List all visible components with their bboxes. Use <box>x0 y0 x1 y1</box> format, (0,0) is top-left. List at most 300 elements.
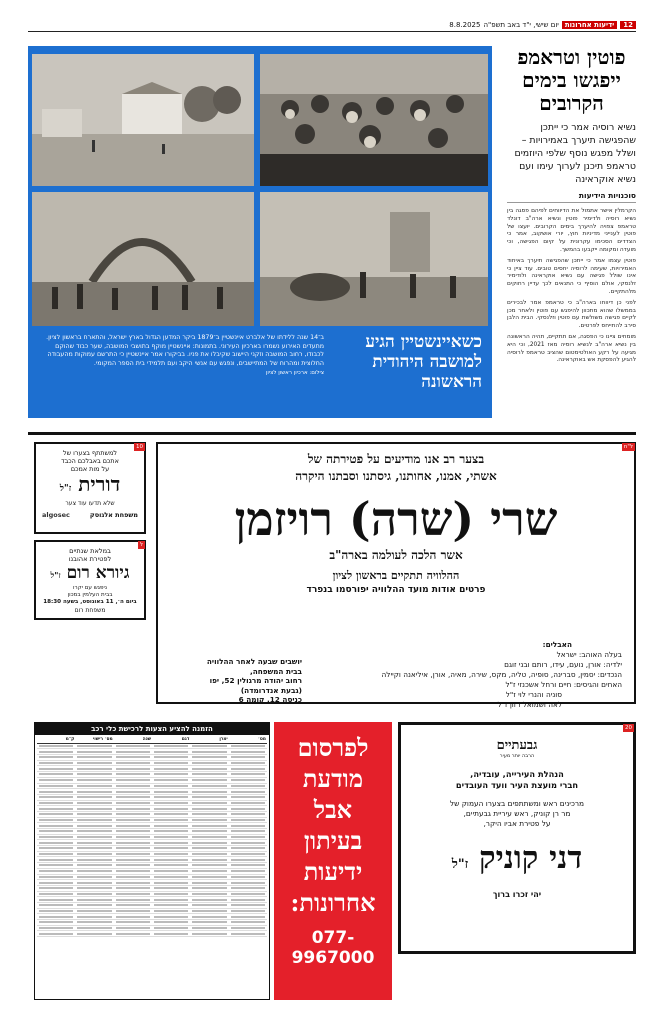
table-cell-placeholder <box>39 887 73 889</box>
table-cell-placeholder <box>77 779 111 781</box>
table-cell-placeholder <box>231 808 265 810</box>
table-cell-placeholder <box>116 762 150 764</box>
paragraph: פוטין עצמו אמר כי ייתכן שהפגישה תיערך באיחוד האמירויות, שעימה לרוסיה יחסים טובים. עוד ציין כי אינו שולל פגישה עם נשיא אוקראינה ולודימיר זלנסקי, אולם הוסיף כי התנאים לכך עדיין רחוקים מלהתקיים. <box>507 257 636 295</box>
table-cell-placeholder <box>231 825 265 827</box>
table-cell-placeholder <box>192 819 226 821</box>
table-cell-placeholder <box>154 864 188 866</box>
table-cell-placeholder <box>77 904 111 906</box>
table-cell-placeholder <box>192 927 226 929</box>
table-cell-placeholder <box>77 876 111 878</box>
table-cell-placeholder <box>77 773 111 775</box>
table-cell-placeholder <box>192 768 226 770</box>
table-cell-placeholder <box>39 830 73 832</box>
table-cell-placeholder <box>154 819 188 821</box>
table-cell-placeholder <box>192 859 226 861</box>
konik-line: יהי זכרו ברוך <box>492 890 542 899</box>
cart-photo-image <box>260 192 488 326</box>
table-cell-placeholder <box>154 910 188 912</box>
table-cell-placeholder <box>116 791 150 793</box>
mourners-title: האבלים: <box>542 640 572 649</box>
table-cell-placeholder <box>154 808 188 810</box>
dorit-zl: ז"ל <box>59 484 72 494</box>
giora-line: לפטירת אהובנו <box>68 555 112 563</box>
table-cell-placeholder <box>77 921 111 923</box>
algosec-logo: algosec <box>42 511 70 519</box>
photo-cart <box>260 192 488 326</box>
street-photo-image <box>32 54 254 186</box>
column-header: ק"מ <box>65 737 75 742</box>
table-cell-placeholder <box>192 825 226 827</box>
table-cell-placeholder <box>116 745 150 747</box>
table-cell-placeholder <box>77 887 111 889</box>
table-cell-placeholder <box>192 813 226 815</box>
table-cell-placeholder <box>192 762 226 764</box>
table-cell-placeholder <box>77 916 111 918</box>
table-cell-placeholder <box>192 904 226 906</box>
table-cell-placeholder <box>77 836 111 838</box>
table-cell-placeholder <box>231 864 265 866</box>
table-cell-placeholder <box>116 916 150 918</box>
table-cell-placeholder <box>39 921 73 923</box>
table-cell-placeholder <box>154 859 188 861</box>
paragraph: לפני כן דיווחו בארה"ב כי טראמפ אמר לבכירים בממשלו שהוא מתכוון להיפגש עם פוטין ולאחר מכן לקיים פגישה משולשת עם פוטין וזלנסקי. הבית הלבן סירב להתייחס לפרטים. <box>507 299 636 330</box>
table-cell-placeholder <box>39 853 73 855</box>
promo-text <box>274 732 392 918</box>
obit-name: שרי (שרה) רויזמן <box>234 492 558 546</box>
table-cell-placeholder <box>231 836 265 838</box>
giora-zl: ז"ל <box>50 570 61 580</box>
table-cell-placeholder <box>116 859 150 861</box>
konik-zl: ז"ל <box>451 857 469 872</box>
table-cell-placeholder <box>192 893 226 895</box>
table-cell-placeholder <box>116 836 150 838</box>
table-cell-placeholder <box>154 762 188 764</box>
promo-line: אחרונות: <box>290 888 376 917</box>
promo-line: אבל <box>313 795 353 824</box>
table-cell-placeholder <box>77 813 111 815</box>
mourner-children: ילדיה: אורן, נועם, עידו, רותם ובני זוגם <box>504 660 622 669</box>
promo-line: ידיעות <box>303 857 363 886</box>
table-cell-placeholder <box>231 921 265 923</box>
table-cell-placeholder <box>154 853 188 855</box>
table-cell-placeholder <box>231 853 265 855</box>
table-cell-placeholder <box>116 876 150 878</box>
table-cell-placeholder <box>39 836 73 838</box>
table-cell-placeholder <box>231 779 265 781</box>
ad-tag: 10 <box>136 444 143 450</box>
table-cell-placeholder <box>192 756 226 758</box>
givatayim-slogan: הרבה יותר מעיר <box>499 753 535 759</box>
table-cell-placeholder <box>39 904 73 906</box>
table-cell-placeholder <box>116 864 150 866</box>
table-cell-placeholder <box>231 887 265 889</box>
table-cell-placeholder <box>231 904 265 906</box>
giora-line: ניפגש עם יקרו <box>73 585 107 591</box>
table-cell-placeholder <box>39 910 73 912</box>
ad-tag: 20 <box>625 725 632 731</box>
table-cell-placeholder <box>39 745 73 747</box>
table-cell-placeholder <box>192 796 226 798</box>
shiva-line: (גבעת אנדרומדה) <box>240 685 302 695</box>
dorit-line: על מות אמכם <box>70 465 110 473</box>
mourner-grandchildren: הנכדים: יסמין, סברינה, סופיה, טליה, מקס, שירה, מאיה, אורן, איליאנה וקיילה <box>381 670 622 679</box>
table-cell-placeholder <box>116 921 150 923</box>
table-cell-placeholder <box>154 785 188 787</box>
photo-street <box>32 54 254 186</box>
paragraph: מומחים ציינו כי הפסגה, אם תתקיים, תהיה הראשונה בין נשיא ארה"ב לנשיא רוסיה מאז 2021, וכי היא מגיעה על רקע האולטימטום שהציב טראמפ לרוסיה להגיע להפסקת אש באוקראינה. <box>507 333 636 364</box>
table-cell-placeholder <box>154 751 188 753</box>
promo-line: מודעת <box>302 764 364 793</box>
table-cell-placeholder <box>192 921 226 923</box>
table-cell-placeholder <box>154 870 188 872</box>
hebrew-date: יום שישי, י"ד באב תשפ"ה <box>483 20 559 29</box>
table-cell-placeholder <box>116 910 150 912</box>
table-cell-placeholder <box>231 762 265 764</box>
giora-family: משפחת רום <box>74 607 106 614</box>
article-subtitle: נשיא רוסיה אמר כי ייתכן שהפגישה תיערך באמירויות – ושלל מפגש נוסף שלפי היוזמים טראמפ תיכנן לערוך עימו ועם נשיא אוקראינה <box>514 122 636 185</box>
table-cell-placeholder <box>77 847 111 849</box>
obit-details: פרטים אודות מועד ההלוויה יפורסמו בנפרד <box>306 585 486 595</box>
table-cell-placeholder <box>39 825 73 827</box>
table-cell-placeholder <box>231 819 265 821</box>
table-cell-placeholder <box>192 864 226 866</box>
table-cell-placeholder <box>231 910 265 912</box>
table-cell-placeholder <box>116 899 150 901</box>
table-cell-placeholder <box>154 927 188 929</box>
article-byline: סוכנויות הידיעות <box>507 191 636 203</box>
table-cell-placeholder <box>192 779 226 781</box>
page-number: 12 <box>620 21 636 29</box>
table-cell-placeholder <box>231 745 265 747</box>
tender-title: הזמנה להציע הצעות לרכישת כלי רכב <box>35 723 269 735</box>
table-cell-placeholder <box>116 796 150 798</box>
konik-line: הנהלת העירייה, עובדיה, <box>470 769 564 779</box>
table-cell-placeholder <box>116 887 150 889</box>
table-cell-placeholder <box>154 779 188 781</box>
obit-intro: בצער רב אנו מודיעים על פטירתה של <box>307 452 485 466</box>
table-cell-placeholder <box>39 756 73 758</box>
gregorian-date: 8.8.2025 <box>449 20 481 29</box>
memorial-giora-rom <box>34 540 146 620</box>
table-cell-placeholder <box>154 836 188 838</box>
table-cell-placeholder <box>77 870 111 872</box>
giora-line: במלאת שנתיים <box>69 547 111 555</box>
dorit-name-text: דורית <box>78 472 121 496</box>
table-cell-placeholder <box>231 830 265 832</box>
table-cell-placeholder <box>116 756 150 758</box>
table-cell-placeholder <box>116 847 150 849</box>
table-cell-placeholder <box>154 899 188 901</box>
table-cell-placeholder <box>116 893 150 895</box>
table-cell-placeholder <box>116 830 150 832</box>
photo-feature <box>28 46 492 418</box>
table-cell-placeholder <box>231 847 265 849</box>
table-cell-placeholder <box>39 893 73 895</box>
table-cell-placeholder <box>192 791 226 793</box>
promo-phone: 077-9967000 <box>291 928 375 968</box>
mourner-siblings-2: סוניה והנרי לוי ז"ל <box>505 690 562 699</box>
table-cell-placeholder <box>192 933 226 935</box>
table-cell-placeholder <box>116 842 150 844</box>
table-cell-placeholder <box>192 910 226 912</box>
table-cell-placeholder <box>77 882 111 884</box>
giora-name-text: גיורא רום <box>66 563 130 583</box>
table-cell-placeholder <box>77 751 111 753</box>
konik-name <box>401 837 633 886</box>
table-cell-placeholder <box>39 842 73 844</box>
table-cell-placeholder <box>77 927 111 929</box>
table-cell-placeholder <box>192 916 226 918</box>
shiva-info <box>172 657 302 705</box>
obit-relation: אשתי, אמנו, אחותנו, גיסתנו וסבתנו היקרה <box>295 469 497 483</box>
promo-line: לפרסום <box>297 733 369 762</box>
table-cell-placeholder <box>231 813 265 815</box>
photo-caption <box>34 334 324 378</box>
table-cell-placeholder <box>192 785 226 787</box>
table-cell-placeholder <box>116 751 150 753</box>
lead-article <box>507 46 636 368</box>
table-cell-placeholder <box>231 882 265 884</box>
crowd-photo-image <box>260 54 488 186</box>
dorit-footer <box>36 508 144 519</box>
table-cell-placeholder <box>231 916 265 918</box>
mourner-husband: בעלה האוהב: ישראל <box>556 650 622 659</box>
table-cell-placeholder <box>154 825 188 827</box>
table-cell-placeholder <box>154 802 188 804</box>
article-body <box>507 208 636 365</box>
table-cell-placeholder <box>39 808 73 810</box>
table-cell-placeholder <box>39 899 73 901</box>
table-cell-placeholder <box>154 791 188 793</box>
table-cell-placeholder <box>231 893 265 895</box>
table-cell-placeholder <box>192 773 226 775</box>
table-cell-placeholder <box>192 847 226 849</box>
photo-arch <box>32 192 254 326</box>
table-cell-placeholder <box>192 882 226 884</box>
table-cell-placeholder <box>39 751 73 753</box>
table-cell-placeholder <box>116 768 150 770</box>
table-cell-placeholder <box>231 927 265 929</box>
table-cell-placeholder <box>77 808 111 810</box>
table-cell-placeholder <box>231 785 265 787</box>
mourner-siblings-3: לאה ושמואל רזון ז"ל <box>497 700 562 709</box>
table-cell-placeholder <box>39 859 73 861</box>
table-cell-placeholder <box>39 916 73 918</box>
table-cell-placeholder <box>192 870 226 872</box>
giora-line: ביום ה׳, 11 באוגוסט, בשעה 18:30 <box>43 599 137 605</box>
table-cell-placeholder <box>154 796 188 798</box>
table-cell-placeholder <box>192 853 226 855</box>
konik-line: מר רן קוניק, ראש עיריית גבעתיים, <box>463 809 571 818</box>
table-cell-placeholder <box>154 847 188 849</box>
table-cell-placeholder <box>116 882 150 884</box>
table-cell-placeholder <box>39 773 73 775</box>
table-cell-placeholder <box>116 802 150 804</box>
table-cell-placeholder <box>77 768 111 770</box>
table-cell-placeholder <box>116 853 150 855</box>
table-cell-placeholder <box>192 887 226 889</box>
table-cell-placeholder <box>231 751 265 753</box>
promo-line: בעיתון <box>303 826 363 855</box>
table-cell-placeholder <box>192 836 226 838</box>
table-cell-placeholder <box>116 779 150 781</box>
table-cell-placeholder <box>77 910 111 912</box>
table-cell-placeholder <box>192 802 226 804</box>
obituary-dorit <box>34 442 146 534</box>
arch-photo-image <box>32 192 254 326</box>
table-cell-placeholder <box>154 756 188 758</box>
table-cell-placeholder <box>154 904 188 906</box>
dorit-name <box>36 473 144 500</box>
table-cell-placeholder <box>231 768 265 770</box>
table-row <box>37 931 267 937</box>
condolence-konik <box>398 722 636 954</box>
table-cell-placeholder <box>77 859 111 861</box>
paragraph: הקרמלין אישר אתמול את הדיווחים לפיהם פסגה בין נשיא רוסיה ולדימיר פוטין ונשיא ארה"ב דונלד טראמפ צפויה להיערך בימים הקרובים. יועצו של פוטין לענייני מדיניות חוץ, יורי אושקוב, אמר כי הצדדים הסכימו עקרונית על קיום הפגישה, וכי מועדה ומקומה ייקבעו בהמשך. <box>507 208 636 253</box>
table-cell-placeholder <box>154 921 188 923</box>
table-cell-placeholder <box>39 876 73 878</box>
table-cell-placeholder <box>192 745 226 747</box>
ad-tag: ל <box>139 542 143 548</box>
table-cell-placeholder <box>154 830 188 832</box>
table-cell-placeholder <box>231 876 265 878</box>
table-cell-placeholder <box>116 785 150 787</box>
giora-line: בבית העלמין במכון <box>67 592 113 598</box>
obit-passed: אשר הלכה לעולמה בארה"ב <box>329 548 463 562</box>
table-cell-placeholder <box>154 933 188 935</box>
table-cell-placeholder <box>77 745 111 747</box>
page-header <box>28 18 636 32</box>
table-cell-placeholder <box>116 927 150 929</box>
table-cell-placeholder <box>39 785 73 787</box>
dorit-line: למשתתף בצערו של <box>62 449 118 457</box>
table-cell-placeholder <box>154 916 188 918</box>
table-body <box>37 744 267 937</box>
article-headline: פוטין וטראמפ ייפגשו בימים הקרובים <box>517 45 626 115</box>
table-cell-placeholder <box>39 802 73 804</box>
table-cell-placeholder <box>77 899 111 901</box>
obituary-roizman <box>156 442 636 709</box>
table-cell-placeholder <box>231 756 265 758</box>
advertise-promo <box>274 722 392 1000</box>
column-header: שנה <box>142 737 152 742</box>
ad-tag: ל"ח <box>623 444 633 450</box>
table-cell-placeholder <box>77 762 111 764</box>
table-cell-placeholder <box>39 819 73 821</box>
table-cell-placeholder <box>77 933 111 935</box>
table-cell-placeholder <box>116 813 150 815</box>
table-cell-placeholder <box>154 882 188 884</box>
shiva-line: רחוב יהודה מרגולין 52, יפו <box>209 676 302 686</box>
table-cell-placeholder <box>77 802 111 804</box>
column-header: מס׳ <box>257 737 266 742</box>
table-cell-placeholder <box>39 791 73 793</box>
mourner-siblings: האחים והגיסים: חיים ורחל אשכנזי ז"ל <box>505 680 622 689</box>
table-header-row <box>37 737 267 744</box>
caption-text: ב־14 שנה ללידתו של אלברט איינשטיין ב־1879 ביקר המדען הגדול בארץ ישראל, והתארח בראשון לציון. מתעדים האירוע נשמרו בארכיון העירוני. בתמונות: איינשטיין מוקף בתושבי המושבה, שער כבוד שהוקם לכבודו, רחוב המושבה וזקני היישוב שקיבלו את פניו. בביקורו אמר איינשטיין כי התרשם עמוקות מהעבודה החלוצית ומהרוח של המתיישבים, ונפגש עם אנשי היקב ועם תלמידי בית הספר המקומי. <box>46 334 324 367</box>
section-divider <box>28 432 636 435</box>
table-cell-placeholder <box>77 893 111 895</box>
table-cell-placeholder <box>231 933 265 935</box>
givatayim-logo: גבעתיים <box>496 738 538 753</box>
table-cell-placeholder <box>116 773 150 775</box>
column-header: דגם <box>181 737 190 742</box>
table-cell-placeholder <box>154 887 188 889</box>
shiva-line: יושבים שבעה לאחר ההלוויה <box>206 657 302 666</box>
table-cell-placeholder <box>77 842 111 844</box>
table-cell-placeholder <box>77 785 111 787</box>
table-cell-placeholder <box>192 751 226 753</box>
table-cell-placeholder <box>116 819 150 821</box>
photo-credit: צילום: ארכיון ראשון לציון <box>265 370 324 377</box>
brand-name: ידיעות אחרונות <box>562 21 617 29</box>
table-cell-placeholder <box>154 768 188 770</box>
table-cell-placeholder <box>77 864 111 866</box>
table-cell-placeholder <box>192 830 226 832</box>
vehicle-tender-notice <box>34 722 270 1000</box>
table-cell-placeholder <box>116 825 150 827</box>
table-cell-placeholder <box>192 842 226 844</box>
shiva-line: כניסה 12, קומה 6 <box>238 695 302 705</box>
tender-table <box>35 735 269 939</box>
table-cell-placeholder <box>39 762 73 764</box>
table-cell-placeholder <box>154 876 188 878</box>
table-cell-placeholder <box>77 853 111 855</box>
table-cell-placeholder <box>77 791 111 793</box>
table-cell-placeholder <box>154 842 188 844</box>
table-cell-placeholder <box>39 933 73 935</box>
dorit-family: משפחת אלגוסק <box>89 511 138 519</box>
konik-line: חברי מועצת העיר וועד העובדים <box>455 780 579 790</box>
table-cell-placeholder <box>154 745 188 747</box>
table-cell-placeholder <box>231 802 265 804</box>
dorit-line: שלא תדעו עוד צער <box>65 500 115 507</box>
table-cell-placeholder <box>39 779 73 781</box>
photo-crowd <box>260 54 488 186</box>
table-cell-placeholder <box>39 882 73 884</box>
table-cell-placeholder <box>39 796 73 798</box>
dorit-line: אתכם באבלכם הכבד <box>61 457 119 465</box>
table-cell-placeholder <box>77 796 111 798</box>
konik-line: מרכינים ראש ומשתתפים בצערו העמוק של <box>449 799 585 808</box>
table-cell-placeholder <box>231 870 265 872</box>
table-cell-placeholder <box>154 773 188 775</box>
table-cell-placeholder <box>231 773 265 775</box>
table-cell-placeholder <box>77 756 111 758</box>
table-cell-placeholder <box>39 927 73 929</box>
table-cell-placeholder <box>116 933 150 935</box>
table-cell-placeholder <box>231 796 265 798</box>
obit-funeral: ההלוויה תתקיים בראשון לציון <box>332 569 460 582</box>
table-cell-placeholder <box>154 893 188 895</box>
column-header: יצרן <box>219 737 228 742</box>
konik-name-text: דני קוניק <box>479 840 583 876</box>
table-cell-placeholder <box>116 870 150 872</box>
table-cell-placeholder <box>39 870 73 872</box>
table-cell-placeholder <box>154 813 188 815</box>
table-cell-placeholder <box>77 819 111 821</box>
table-cell-placeholder <box>39 768 73 770</box>
table-cell-placeholder <box>116 904 150 906</box>
table-cell-placeholder <box>39 847 73 849</box>
table-cell-placeholder <box>231 791 265 793</box>
table-cell-placeholder <box>192 808 226 810</box>
table-cell-placeholder <box>77 830 111 832</box>
giora-name <box>36 563 144 585</box>
table-cell-placeholder <box>231 859 265 861</box>
table-cell-placeholder <box>39 864 73 866</box>
table-cell-placeholder <box>192 899 226 901</box>
